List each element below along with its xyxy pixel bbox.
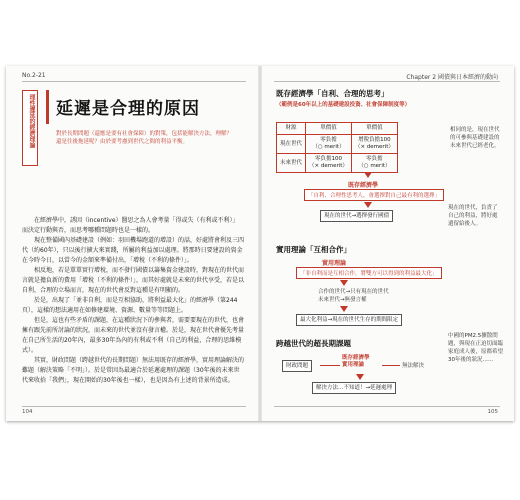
down-arrow-icon xyxy=(340,306,348,312)
matrix-cell xyxy=(306,154,352,173)
matrix-cell xyxy=(351,154,397,173)
section-subtitle: （範例是60年以上的基礎建設投資、社會保障制度等） xyxy=(276,102,411,108)
down-arrow-icon xyxy=(340,280,348,286)
chapter-tab-label: 理性遲延的經濟理論 xyxy=(28,94,35,148)
practical-theory-label: 實用理論 xyxy=(322,260,347,267)
page-header-right: Chapter 2 國債與日本經濟的動向 xyxy=(406,74,498,81)
down-arrow-icon xyxy=(364,202,372,208)
matrix-cell xyxy=(306,135,352,154)
paragraph: 其實，財政問題（跨越世代的長期問題）無法用既存的經濟學，實用理論解決的難題（解決策略「不明」）。於是常因為最適合於延遲處理的課題（30年後的未來世代來收拾「我們」，現在開始的30年後也一樣），也是因為有上述的背景所造成。 xyxy=(22,357,245,384)
paragraph: 在經濟學中，誘因（incentive）醫思之為人會考量「得或失（有利或不利）」而決定行動與否，而思考哪種問題時也是一樣的。 xyxy=(22,217,239,234)
paragraph: 於是，出現了「並非自利，而是互相協助，將利益最大化」的經濟學（第244頁），這樣的想法適用在如修建環境、資源、數量等等問題上。 xyxy=(22,297,238,314)
down-arrow-icon xyxy=(356,374,364,380)
body-text xyxy=(22,216,244,386)
footer-rule-left xyxy=(22,406,246,407)
matrix-cell-text: 零負擔 xyxy=(366,156,383,162)
existing-economics-label: 既存經濟學 xyxy=(348,182,379,189)
matrix-col-label: 單價值 xyxy=(306,123,352,135)
cannot-solve-text: 無法解決 xyxy=(402,363,425,369)
merit-matrix xyxy=(276,122,398,173)
right-page xyxy=(260,66,514,421)
section-title-long-term: 跨越世代的超長期課題 xyxy=(276,339,351,348)
matrix-cell-sub: （× demerit） xyxy=(354,144,394,150)
section-title-existing-economics: 既存經濟學「自利、合理的思考」 xyxy=(276,89,389,98)
page-header-left: No.2-21 xyxy=(22,72,46,79)
max-benefit-box: 最大化利益→現在的世代生存的期間限定 xyxy=(296,314,402,326)
matrix-cell-sub: （× demerit） xyxy=(309,163,348,169)
matrix-cell-text: 零負擔 xyxy=(320,137,337,143)
matrix-note: 相同的是，現在世代的可參與基礎建設的未來世代已經老化。 xyxy=(450,127,500,149)
paragraph: 但是，這也有些矛盾的課題，在這種狀況下的參與者，需要要現在的世代，也會擁有跟先前所討論的狀況，而未來的世代並沒有發言權。於是，現在世代會優先考量在自己所生活的20年內，最多30年為內的有利或不利（自己的利益，合理的思維模式）。 xyxy=(22,317,245,354)
future-no-voice-text: 未來世代→無發言權 xyxy=(318,297,367,303)
page-number-left: 104 xyxy=(22,409,33,415)
book-spread xyxy=(6,66,514,421)
paragraph: 相反地，若是單單實行增稅，而不發行國債以籌集資金建設時，對現在的世代而言就是擔負新的費用「增稅（不利的條件）」，而其好處就是未來的世代享受，若是以自利，合理的立場而言，現在的世代會反對這種是有明顯的。 xyxy=(22,267,245,294)
pm25-note: 中國的PM2.5擴散問題，與現在正迫切面臨家庭成人後，原都希望30年後的狀況…… xyxy=(448,333,504,363)
left-page xyxy=(6,66,260,421)
paragraph: 現在整備國內基礎建設（例如：羽田機場跑道的增設）的話，好處將會利及三四代（約60年），只以後行擴大來實踐，所屬的利益加以處理。將那時日要建設的資金在今時今日，以當今的金額來準備付出，「增稅（不利的條件）」。 xyxy=(22,237,245,264)
existing-economics-box: 「自利、合理性思考人，會選擇對自己最有利的選擇」 xyxy=(304,189,444,201)
current-generation-note: 現在的世代，負責了自己的利益，將好處遺留給後人。 xyxy=(448,205,498,227)
delay-processing-box: 解決方法…不知道！→延遲處理 xyxy=(312,382,396,394)
down-arrow-icon xyxy=(364,172,372,178)
choose-bonds-box: 現在的世代→選擇發行國債 xyxy=(320,210,393,222)
header-rule-left xyxy=(22,81,246,82)
matrix-col-label: 財源 xyxy=(277,123,306,135)
fiscal-problem-box: 財政問題 xyxy=(282,360,312,372)
matrix-cell xyxy=(351,135,397,154)
cooperation-text: 合作的世代→只有現在的世代 xyxy=(318,289,389,295)
matrix-row-label: 現在世代 xyxy=(277,135,306,154)
practical-theory-box: 「非自利而是互相合作，將雙方可以得到的利益最大化」 xyxy=(296,267,442,279)
matrix-cell-text: 增稅負擔100 xyxy=(358,137,391,143)
page-title: 延遲是合理的原因 xyxy=(56,99,200,119)
matrix-cell-text: 零負擔100 xyxy=(314,156,342,162)
header-rule-right xyxy=(274,81,500,82)
matrix-cell-sub: （○ merit） xyxy=(312,144,345,150)
title-accent-bar xyxy=(46,90,49,124)
matrix-col-label: 單價值 xyxy=(351,123,397,135)
intro-text: 對於長期問題（還應是要有社會保障）的對策，包括能解決方法，理解？還是往後拖延呢？由於要考慮到世代之間的利益平衡。 xyxy=(56,131,233,145)
footer-rule-right xyxy=(274,406,500,407)
matrix-cell-sub: （○ merit） xyxy=(358,163,391,169)
flow-connector xyxy=(382,365,400,366)
flow-connector xyxy=(320,365,340,366)
matrix-row-label: 未來世代 xyxy=(277,154,306,173)
chapter-tab xyxy=(22,90,38,166)
page-number-right: 105 xyxy=(487,409,498,415)
section-title-practical-theory: 實用理論「互相合作」 xyxy=(276,245,351,254)
theories-label: 既存經濟學 實用理論 xyxy=(342,355,370,368)
